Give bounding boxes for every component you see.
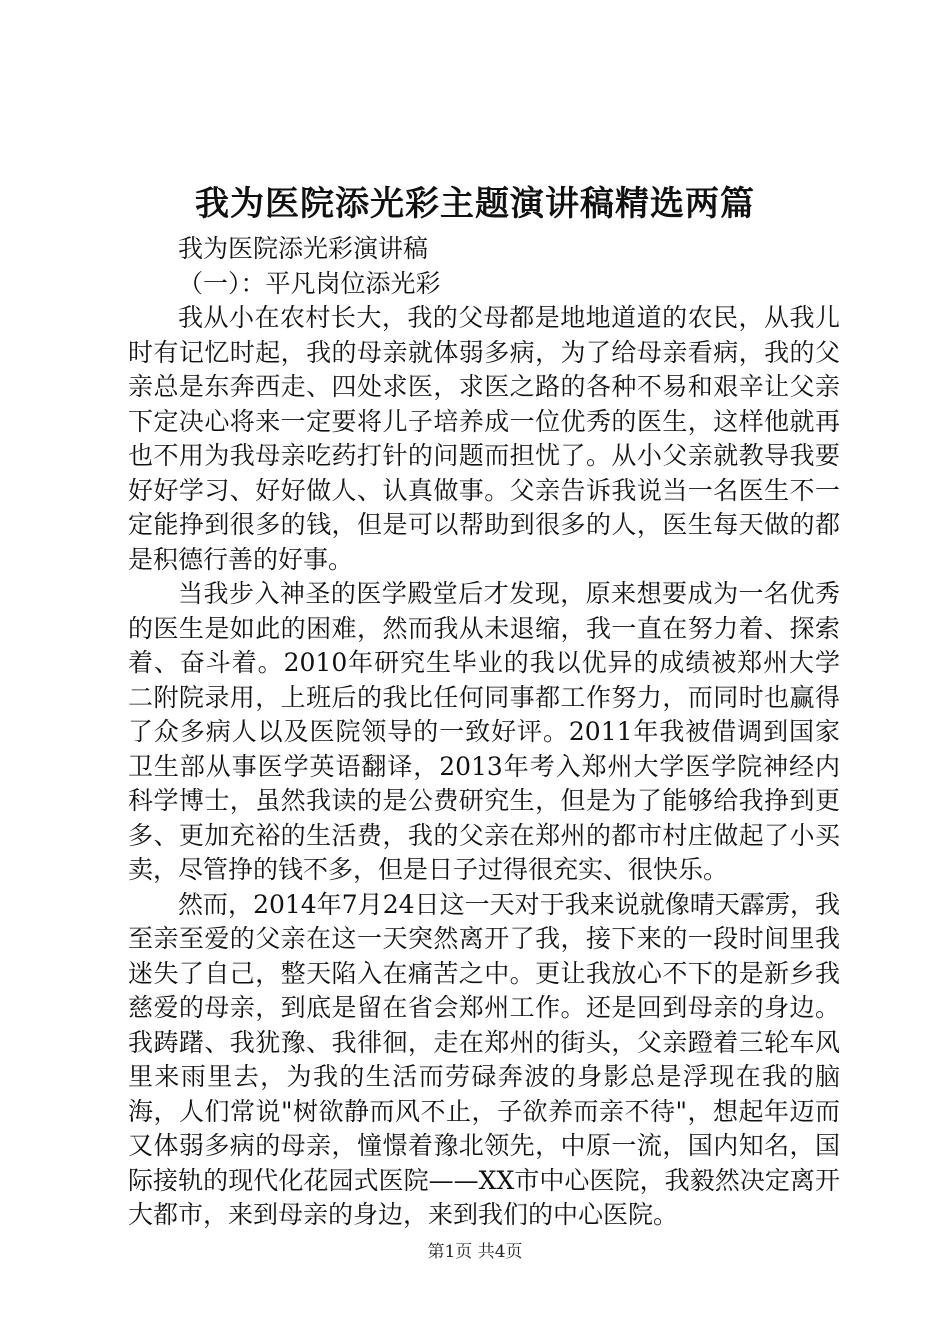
section-heading: （一）：平凡岗位添光彩: [178, 268, 441, 298]
document-title: 我为医院添光彩主题演讲稿精选两篇: [195, 184, 755, 224]
page-number-footer: 第1页 共4页: [427, 1242, 523, 1262]
paragraph: 当我步入神圣的医学殿堂后才发现，原来想要成为一名优秀的医生是如此的困难，然而我从未退缩，我一直在努力着、探索着、奋斗着。2010年研究生毕业的我以优异的成绩被郑州大学二附院录用，上班后的我比任何同事都工作努力，而同时也赢得了众多病人以及医院领导的一致好评。2011年我被借调到国家卫生部从事医学英语翻译，2013年考入郑州大学医学院神经内科学博士，虽然我读的是公费研究生，但是为了能够给我挣到更多、更加充裕的生活费，我的父亲在郑州的都市村庄做起了小买卖，尽管挣的钱不多，但是日子过得很充实、很快乐。: [128, 579, 840, 884]
document-body: [128, 232, 840, 1233]
paragraph: 然而，2014年7月24日这一天对于我来说就像晴天霹雳，我至亲至爱的父亲在这一天突然离开了我，接下来的一段时间里我迷失了自己，整天陷入在痛苦之中。更让我放心不下的是新乡我慈爱的母亲，到底是留在省会郑州工作。还是回到母亲的身边。我踌躇、我犹豫、我徘徊，走在郑州的街头，父亲蹬着三轮车风里来雨里去，为我的生活而劳碌奔波的身影总是浮现在我的脑海，人们常说"树欲静而风不止，子欲养而亲不待"，想起年迈而又体弱多病的母亲，憧憬着豫北领先，中原一流，国内知名，国际接轨的现代化花园式医院——XX市中心医院，我毅然决定离开大都市，来到母亲的身边，来到我们的中心医院。: [128, 889, 840, 1229]
speech-subtitle: 我为医院添光彩演讲稿: [178, 234, 429, 263]
paragraph: 我从小在农村长大，我的父母都是地地道道的农民，从我儿时有记忆时起，我的母亲就体弱多病，为了给母亲看病，我的父亲总是东奔西走、四处求医，求医之路的各种不易和艰辛让父亲下定决心将来一定要将儿子培养成一位优秀的医生，这样他就再也不用为我母亲吃药打针的问题而担忧了。从小父亲就教导我要好好学习、好好做人、认真做事。父亲告诉我说当一名医生不一定能挣到很多的钱，但是可以帮助到很多的人，医生每天做的都是积德行善的好事。: [128, 303, 840, 574]
